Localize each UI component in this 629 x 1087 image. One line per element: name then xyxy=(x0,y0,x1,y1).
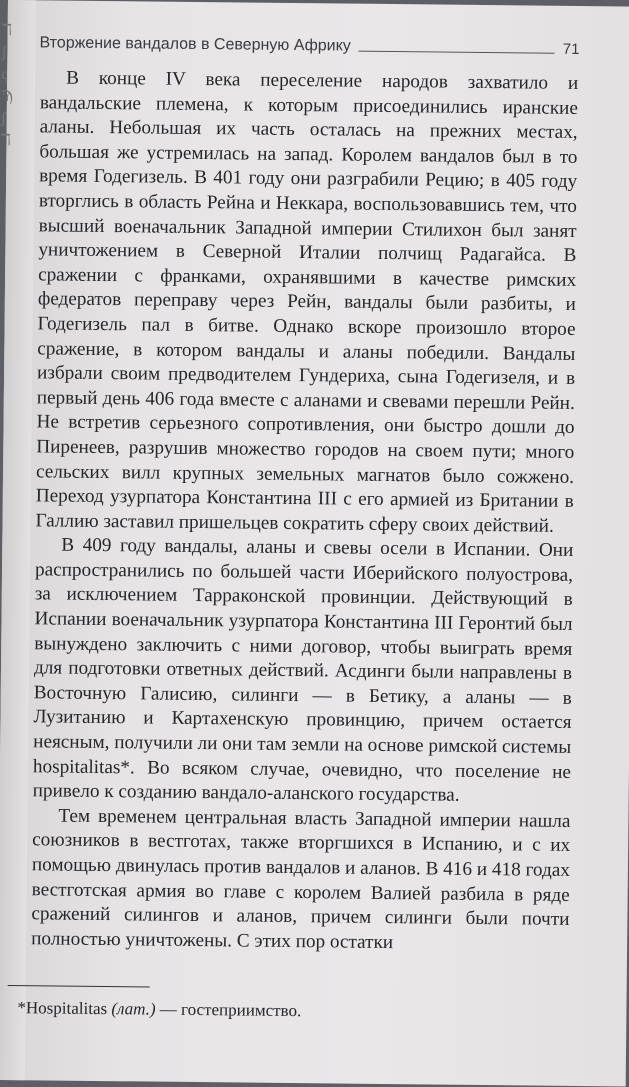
page-number: 71 xyxy=(562,40,580,58)
paragraph-1: В конце IV века переселение народов захватило и вандальские племена, к которым присоединились иранские аланы. Небольшая их часть осталась на прежних местах, большая же устремилась на запад. Королем вандалов был в то время Годегизель. В 401 году они разграбили Рецию; в 405 году вторглись в область Рейна и Неккара, воспользовавшись тем, что высший военачальник Западной империи Стилихон был занят уничтожением в Северной Италии полчищ Радагайса. В сражении с франками, охранявшими в качестве римских федератов переправу через Рейн, вандалы были разбиты, и Годегизель пал в битве. Однако вскоре произошло второе сражение, в котором вандалы и аланы победили. Вандалы избрали своим предводителем Гундериха, сына Годегизеля, и в первый день 406 года вместе с аланами и свевами перешли Рейн. Не встретив серьезного сопротивления, они быстро дошли до Пиренеев, разрушив множество городов на своем пути; много сельских вилл крупных земельных магнатов было сожжено. Переход узурпатора Константина III с его армией из Британии в Галлию заставил пришельцев сократить сферу своих действий. xyxy=(35,67,579,537)
paragraph-2: В 409 году вандалы, аланы и свевы осели в Испании. Они распространились по большей части Иберийского полуострова, за исключением Тарраконской провинции. Действующий в Испании военачальник узурпатора Константина III Геронтий был вынуждено заключить с ними договор, чтобы выиграть время для подготовки ответных действий. Асдинги были направлены в Восточную Галисию, силинги — в Бетику, а аланы — в Лузитанию и Картахенскую провинцию, причем остается неясным, получили ли они там земли на основе римской системы hospitalitas*. Во всяком случае, очевидно, что поселение не привело к созданию вандало-аланского государства. xyxy=(32,534,574,806)
footnote-language: (лат.) xyxy=(111,999,156,1019)
footnote-rule xyxy=(8,985,150,987)
facing-page-illustration: ℸ ʃ ς Ϡ ʃ ℸ xyxy=(0,21,13,150)
footnote-definition: — гостеприимство. xyxy=(159,999,302,1021)
chapter-title: Вторжение вандалов в Северную Африку xyxy=(39,34,351,55)
footnote xyxy=(17,997,537,1024)
main-text xyxy=(31,66,578,957)
footnote-term: *Hospitalitas xyxy=(17,998,108,1019)
paragraph-3: Тем временем центральная власть Западной империи нашла союзников в вестготах, также вторгшихся в Испанию, и с их помощью двинулась против вандалов и аланов. В 416 и 418 годах вестготская армия во главе с королем Валией разбила в ряде сражений силингов и аланов, причем силинги были почти полностью уничтожены. С этих пор остатки xyxy=(31,805,571,953)
running-head xyxy=(39,30,579,58)
header-rule xyxy=(359,51,555,54)
